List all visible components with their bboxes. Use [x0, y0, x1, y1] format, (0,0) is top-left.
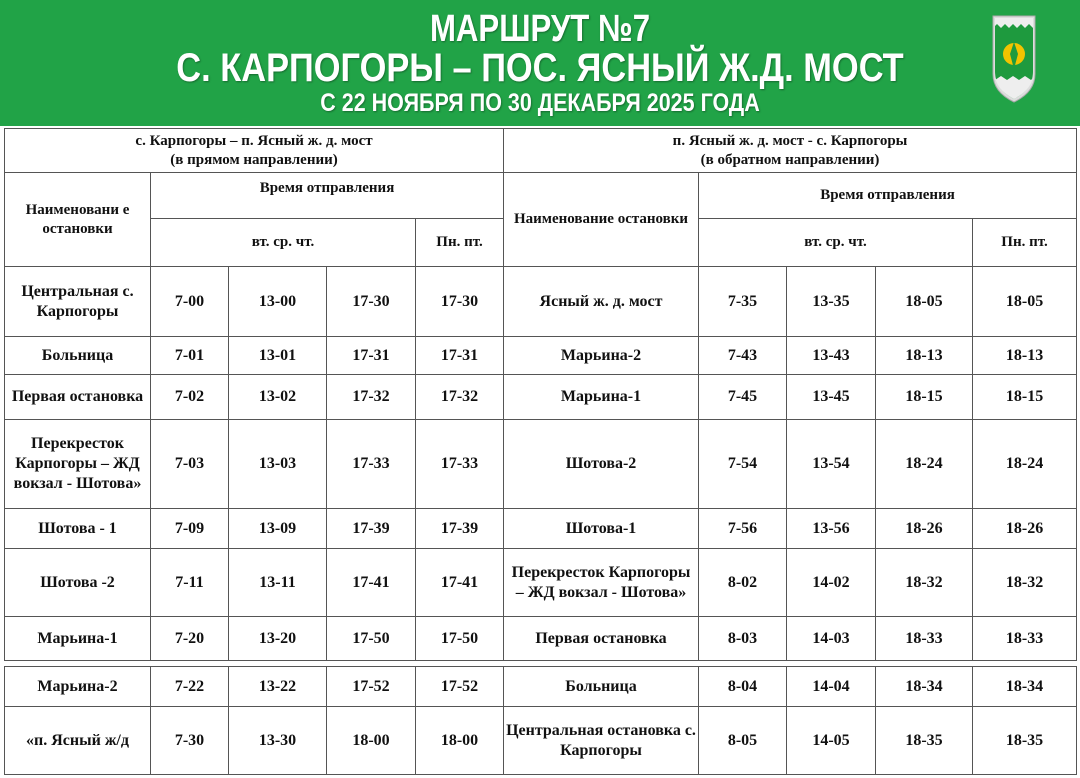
forward-departure-time: 17-30 — [416, 267, 504, 337]
backward-departure-time: 7-43 — [699, 337, 787, 375]
forward-departure-time: 7-20 — [151, 617, 229, 661]
coat-of-arms-icon — [991, 14, 1037, 104]
table-row — [5, 549, 1077, 617]
backward-departure-time: 13-43 — [787, 337, 876, 375]
table-row — [5, 509, 1077, 549]
backward-departure-time: 18-24 — [876, 420, 973, 509]
forward-departure-time: 7-03 — [151, 420, 229, 509]
backward-days-weekday: вт. ср. чт. — [699, 219, 973, 267]
backward-departure-time: 8-02 — [699, 549, 787, 617]
forward-departure-time: 13-00 — [229, 267, 327, 337]
backward-departure-time: 18-15 — [876, 375, 973, 420]
table-row — [5, 667, 1077, 707]
backward-stop-name: Первая остановка — [504, 617, 699, 661]
backward-departure-time: 8-04 — [699, 667, 787, 707]
backward-departure-time: 18-26 — [973, 509, 1077, 549]
backward-departure-time: 7-45 — [699, 375, 787, 420]
backward-departure-time: 8-03 — [699, 617, 787, 661]
forward-departure-time: 7-11 — [151, 549, 229, 617]
header-banner — [0, 0, 1080, 126]
backward-departure-time: 18-34 — [876, 667, 973, 707]
backward-departure-time: 7-54 — [699, 420, 787, 509]
forward-days-weekday: вт. ср. чт. — [151, 219, 416, 267]
backward-departure-time: 13-45 — [787, 375, 876, 420]
forward-stop-column-header: Наименовани е остановки — [5, 173, 151, 267]
forward-departure-time: 13-11 — [229, 549, 327, 617]
backward-departure-time: 13-54 — [787, 420, 876, 509]
table-row — [5, 420, 1077, 509]
forward-departure-time: 17-41 — [327, 549, 416, 617]
backward-departure-time: 18-34 — [973, 667, 1077, 707]
backward-stop-column-header: Наименование остановки — [504, 173, 699, 267]
forward-departure-time: 18-00 — [416, 707, 504, 775]
backward-departure-time: 18-05 — [973, 267, 1077, 337]
forward-departure-time: 17-52 — [327, 667, 416, 707]
backward-departure-time: 18-35 — [973, 707, 1077, 775]
backward-stop-name: Ясный ж. д. мост — [504, 267, 699, 337]
forward-departure-time: 17-50 — [416, 617, 504, 661]
forward-stop-name: Шотова - 1 — [5, 509, 151, 549]
backward-departure-time: 8-05 — [699, 707, 787, 775]
backward-departure-time: 14-04 — [787, 667, 876, 707]
route-period: С 22 НОЯБРЯ ПО 30 ДЕКАБРЯ 2025 ГОДА — [320, 89, 760, 117]
schedule-table-continued — [4, 666, 1077, 775]
forward-departure-time: 17-50 — [327, 617, 416, 661]
forward-departure-time: 7-22 — [151, 667, 229, 707]
table-row — [5, 337, 1077, 375]
backward-departure-time: 14-05 — [787, 707, 876, 775]
backward-departure-time: 7-56 — [699, 509, 787, 549]
backward-days-mon-fri: Пн. пт. — [973, 219, 1077, 267]
backward-direction-header: п. Ясный ж. д. мост - с. Карпогоры (в обратном направлении) — [504, 129, 1077, 173]
forward-departure-time: 13-22 — [229, 667, 327, 707]
forward-departure-time: 17-41 — [416, 549, 504, 617]
forward-departure-time: 17-32 — [327, 375, 416, 420]
forward-departure-time: 13-01 — [229, 337, 327, 375]
backward-departure-time: 18-13 — [876, 337, 973, 375]
forward-stop-name: Больница — [5, 337, 151, 375]
forward-departure-time: 13-02 — [229, 375, 327, 420]
forward-departure-time: 17-39 — [327, 509, 416, 549]
forward-stop-name: Марьина-1 — [5, 617, 151, 661]
backward-departure-time: 18-13 — [973, 337, 1077, 375]
forward-departure-time: 17-33 — [416, 420, 504, 509]
backward-departure-time: 18-26 — [876, 509, 973, 549]
forward-departure-time: 17-31 — [327, 337, 416, 375]
forward-stop-name: Марьина-2 — [5, 667, 151, 707]
forward-time-header: Время отправления — [151, 173, 504, 219]
forward-departure-time: 7-01 — [151, 337, 229, 375]
backward-stop-name: Больница — [504, 667, 699, 707]
route-number-title: МАРШРУТ №7 — [429, 8, 651, 50]
forward-departure-time: 17-33 — [327, 420, 416, 509]
backward-departure-time: 18-32 — [876, 549, 973, 617]
forward-departure-time: 7-09 — [151, 509, 229, 549]
forward-departure-time: 13-03 — [229, 420, 327, 509]
backward-departure-time: 7-35 — [699, 267, 787, 337]
backward-stop-name: Центральная остановка с. Карпогоры — [504, 707, 699, 775]
forward-days-mon-fri: Пн. пт. — [416, 219, 504, 267]
backward-departure-time: 18-35 — [876, 707, 973, 775]
backward-departure-time: 18-32 — [973, 549, 1077, 617]
backward-departure-time: 14-03 — [787, 617, 876, 661]
forward-direction-header: с. Карпогоры – п. Ясный ж. д. мост (в прямом направлении) — [5, 129, 504, 173]
forward-departure-time: 17-30 — [327, 267, 416, 337]
backward-departure-time: 14-02 — [787, 549, 876, 617]
forward-departure-time: 7-30 — [151, 707, 229, 775]
backward-departure-time: 18-33 — [973, 617, 1077, 661]
forward-departure-time: 7-00 — [151, 267, 229, 337]
forward-departure-time: 13-30 — [229, 707, 327, 775]
table-row — [5, 707, 1077, 775]
schedule-table — [4, 128, 1077, 661]
forward-stop-name: Центральная с. Карпогоры — [5, 267, 151, 337]
forward-departure-time: 17-52 — [416, 667, 504, 707]
backward-stop-name: Шотова-1 — [504, 509, 699, 549]
forward-departure-time: 13-09 — [229, 509, 327, 549]
forward-departure-time: 18-00 — [327, 707, 416, 775]
backward-departure-time: 18-24 — [973, 420, 1077, 509]
table-row — [5, 617, 1077, 661]
backward-departure-time: 13-56 — [787, 509, 876, 549]
backward-stop-name: Марьина-2 — [504, 337, 699, 375]
forward-stop-name: «п. Ясный ж/д — [5, 707, 151, 775]
forward-stop-name: Шотова -2 — [5, 549, 151, 617]
table-row — [5, 375, 1077, 420]
backward-departure-time: 18-15 — [973, 375, 1077, 420]
backward-departure-time: 18-05 — [876, 267, 973, 337]
forward-departure-time: 17-31 — [416, 337, 504, 375]
backward-stop-name: Шотова-2 — [504, 420, 699, 509]
backward-stop-name: Перекресток Карпогоры – ЖД вокзал - Шотова» — [504, 549, 699, 617]
forward-stop-name: Первая остановка — [5, 375, 151, 420]
table-row — [5, 267, 1077, 337]
backward-stop-name: Марьина-1 — [504, 375, 699, 420]
forward-departure-time: 13-20 — [229, 617, 327, 661]
route-name: С. КАРПОГОРЫ – ПОС. ЯСНЫЙ Ж.Д. МОСТ — [176, 46, 904, 90]
forward-departure-time: 7-02 — [151, 375, 229, 420]
backward-time-header: Время отправления — [699, 173, 1077, 219]
forward-stop-name: Перекресток Карпогоры – ЖД вокзал - Шотова» — [5, 420, 151, 509]
forward-departure-time: 17-32 — [416, 375, 504, 420]
backward-departure-time: 18-33 — [876, 617, 973, 661]
backward-departure-time: 13-35 — [787, 267, 876, 337]
forward-departure-time: 17-39 — [416, 509, 504, 549]
